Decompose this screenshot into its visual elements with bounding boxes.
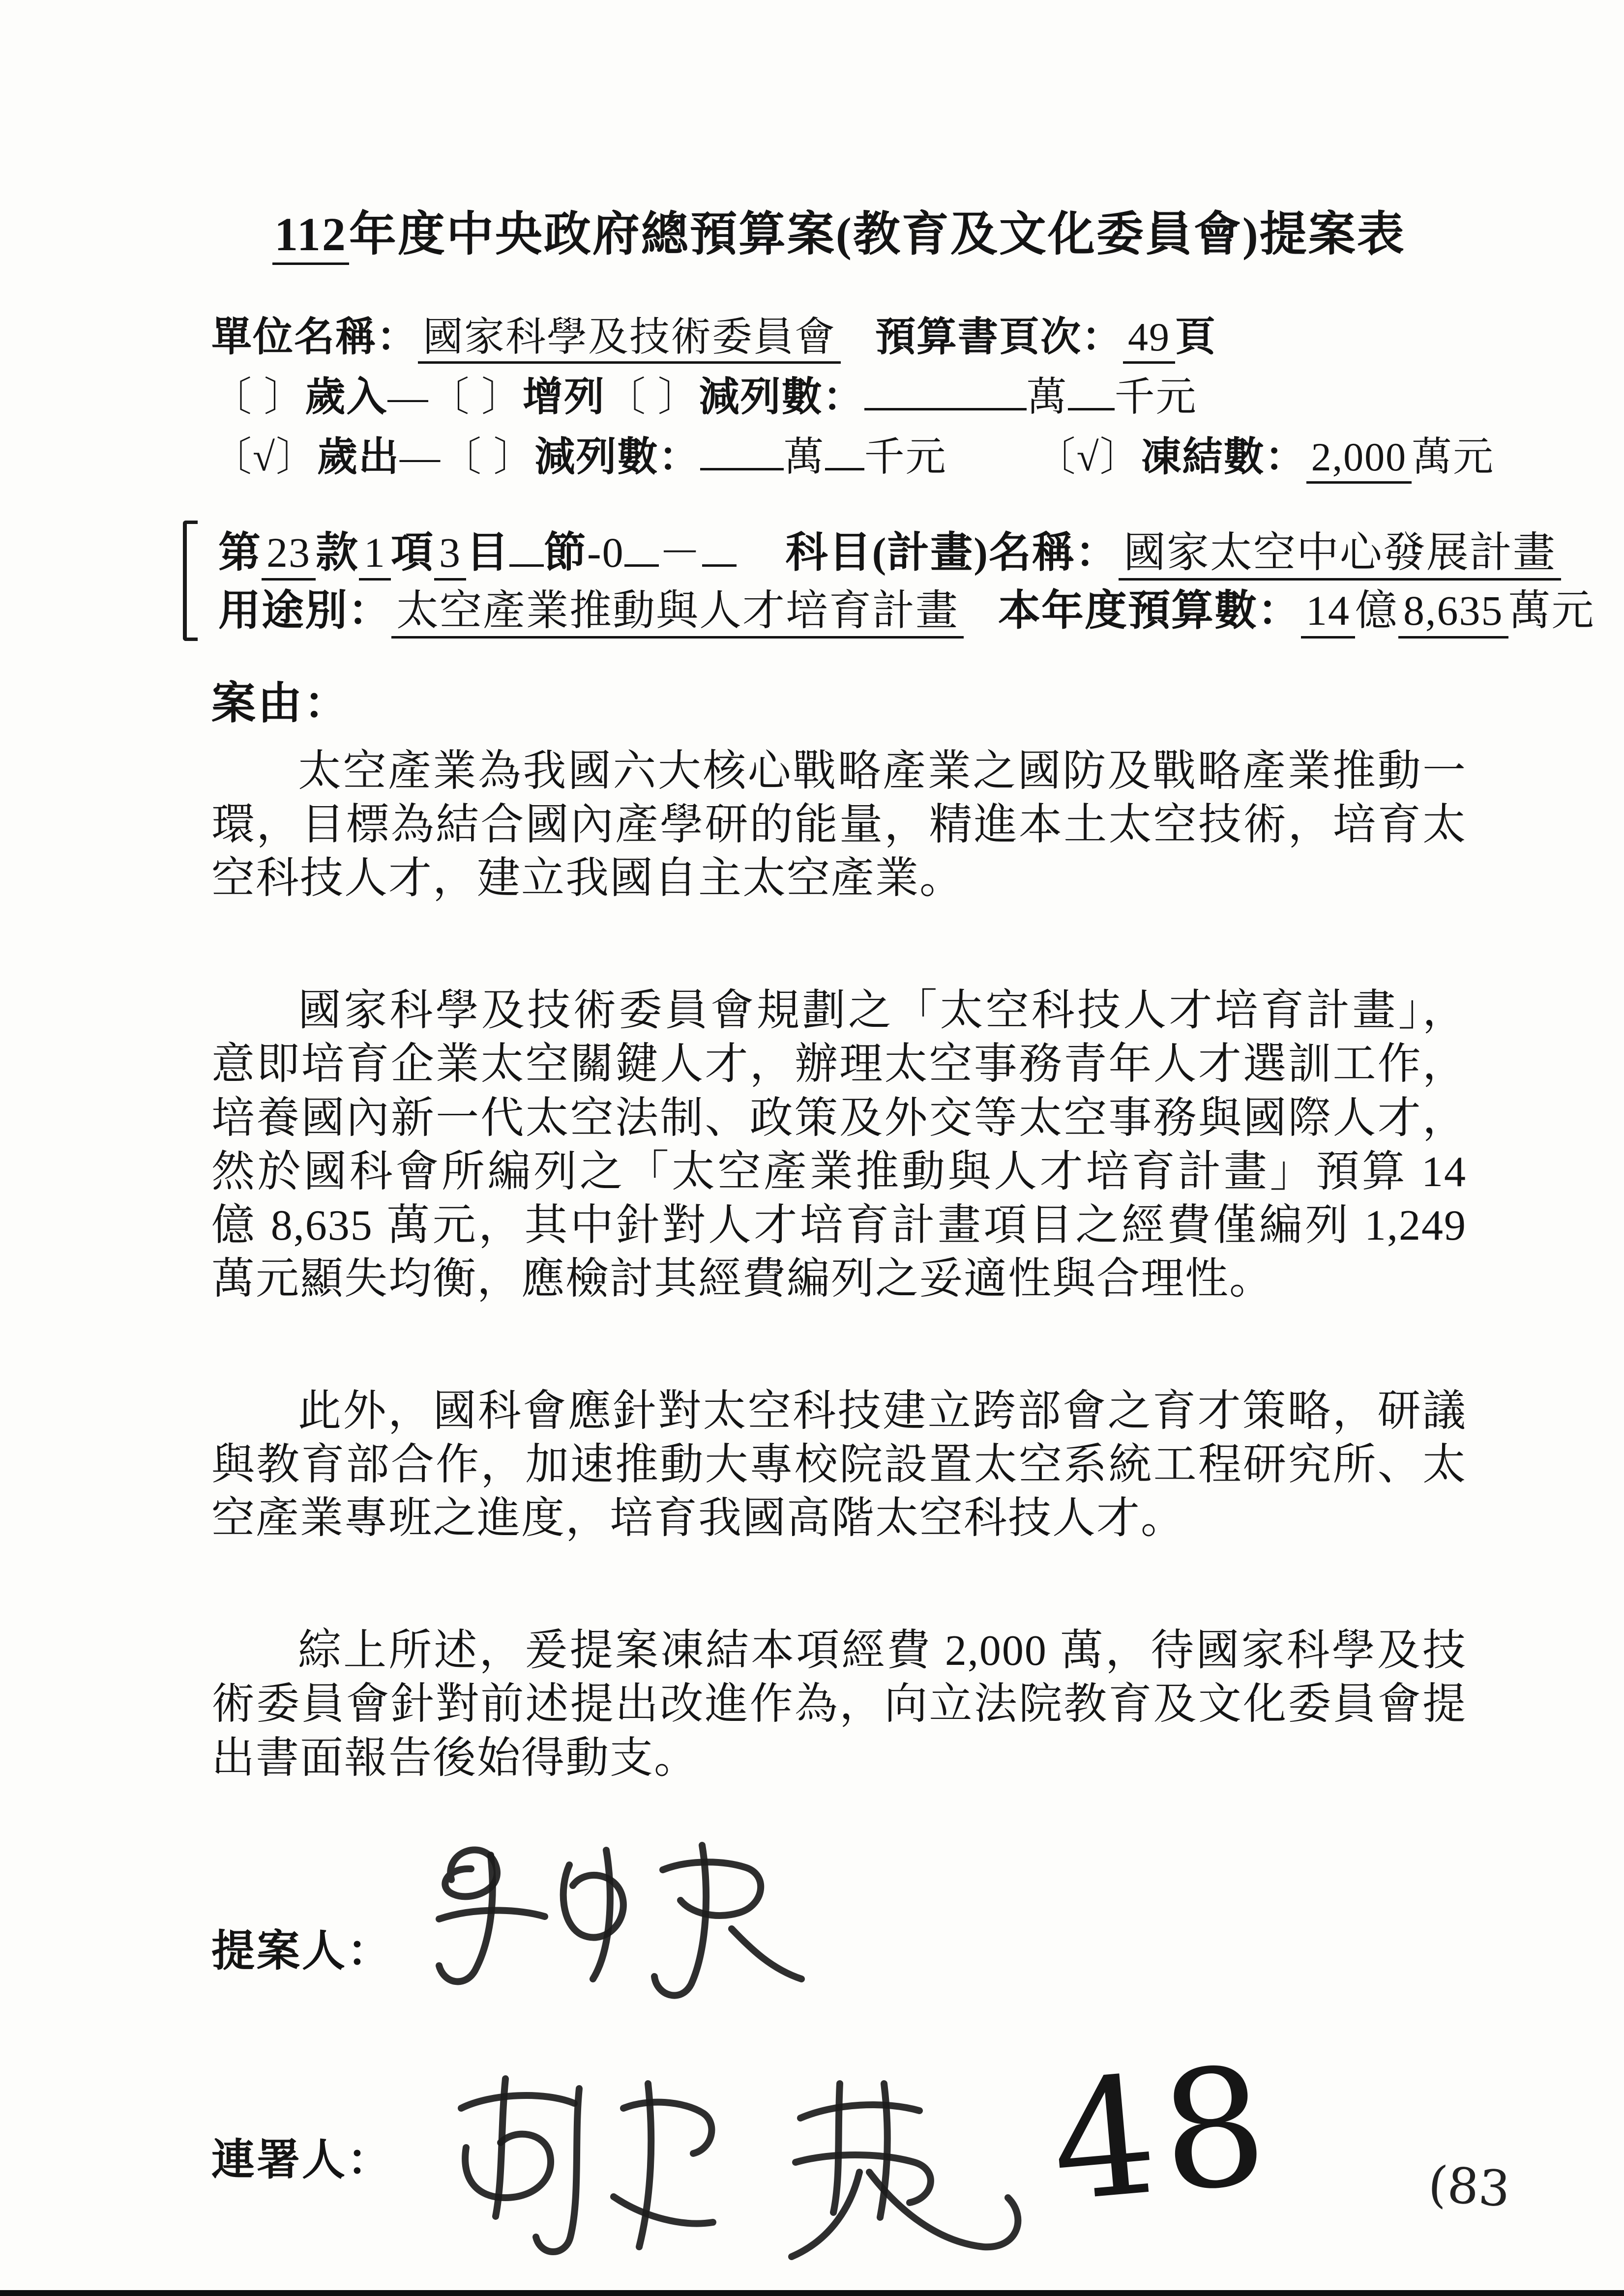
cosigner-label: 連署人：	[211, 2136, 393, 2184]
cut-checkbox: 〔 〕	[441, 435, 535, 480]
jie-value: -0	[587, 528, 624, 576]
scan-edge-artifact	[0, 2290, 1624, 2296]
title-year: 112	[272, 208, 349, 265]
blank-sub1	[624, 531, 659, 567]
left-bracket	[183, 521, 198, 641]
unit-label: 單位名稱：	[211, 315, 418, 359]
proposer-signature-image	[417, 1821, 859, 2010]
subject-value: 國家太空中心發展計畫	[1119, 529, 1561, 581]
case-label: 案由：	[211, 679, 350, 728]
budget-page-value: 49	[1123, 315, 1175, 364]
unit-value: 國家科學及技術委員會	[418, 315, 841, 364]
unit-line	[211, 311, 1467, 364]
cosigner-row	[211, 2051, 1467, 2262]
add-checkbox: 〔 〕	[429, 375, 523, 420]
expenditure-line	[211, 431, 1495, 484]
revenue-checkbox: 〔 〕	[211, 375, 305, 420]
revenue-label: 歲入	[305, 375, 388, 420]
freeze-value: 2,000	[1306, 435, 1412, 484]
handwritten-page-number: 48	[1044, 2031, 1280, 2238]
title-text: 年度中央政府總預算案(教育及文化委員會)提案表	[349, 208, 1406, 261]
jie-unit: 節	[544, 528, 587, 576]
mu-value: 3	[434, 529, 466, 581]
expenditure-label: 歲出	[317, 435, 400, 480]
blank-amount-small	[825, 436, 864, 471]
cut-checkbox: 〔 〕	[605, 375, 699, 420]
xiang-unit: 項	[391, 528, 434, 576]
blank-amount	[864, 377, 1027, 411]
kuan-value: 23	[262, 529, 316, 581]
case-paragraph-4: 綜上所述，爰提案凍結本項經費 2,000 萬，待國家科學及技術委員會針對前述提出改進作為，向立法院教育及文化委員會提出書面報告後始得動支。	[211, 1627, 1467, 1782]
item-dash: －	[658, 528, 702, 576]
freeze-label: 凍結數：	[1141, 435, 1306, 480]
budget-amount-unit-2: 萬元	[1508, 587, 1595, 635]
budget-amount-value-2: 8,635	[1398, 587, 1508, 639]
kuan-unit: 款	[316, 528, 359, 576]
usage-label: 用途別：	[218, 587, 391, 635]
case-paragraph-3: 此外，國科會應針對太空科技建立跨部會之育才策略，研議與教育部合作，加速推動大專校院設置太空系統工程研究所、太空產業專班之進度，培育我國高階太空科技人才。	[211, 1388, 1467, 1543]
budget-amount-value-1: 14	[1301, 587, 1355, 639]
dash: —	[400, 435, 442, 480]
cut-label: 減列數：	[699, 375, 864, 420]
dash: —	[387, 375, 429, 420]
handwritten-corner-note: (83	[1426, 2155, 1512, 2218]
budget-amount-label: 本年度預算數：	[998, 587, 1301, 635]
wan-unit: 萬	[783, 435, 825, 480]
qianyuan-unit: 千元	[864, 435, 947, 480]
item-number-line	[218, 523, 1556, 582]
expenditure-checkbox-checked: 〔√〕	[211, 435, 318, 480]
revenue-line	[211, 371, 1467, 424]
case-paragraph-2: 國家科學及技術委員會規劃之「太空科技人才培育計畫」，意即培育企業太空關鍵人才，辦理太空事務青年人才選訓工作，培養國內新一代太空法制、政策及外交等太空事務與國際人才，然於國科會所編列之「太空產業推動與人才培育計畫」預算 14 億 8,635 萬元，其中針對人才培育計畫項目之經費僅編列 1,249 萬元顯失均衡，應檢討其經費編列之妥適性與合理性。	[211, 987, 1467, 1303]
qianyuan-unit: 千元	[1114, 375, 1197, 420]
budget-page-label: 預算書頁次：	[875, 315, 1123, 359]
blank-amount-small	[1068, 377, 1115, 411]
freeze-unit: 萬元	[1412, 435, 1495, 480]
budget-page-suffix: 頁	[1175, 315, 1217, 359]
blank-jie	[509, 531, 544, 567]
usage-line	[218, 581, 1595, 640]
add-label: 增列	[523, 375, 606, 420]
xiang-value: 1	[359, 529, 391, 581]
mu-unit: 目	[466, 528, 509, 576]
blank-sub2	[702, 531, 737, 567]
item-section	[211, 523, 1595, 640]
budget-amount-unit-1: 億	[1355, 587, 1398, 635]
proposer-label: 提案人：	[211, 1927, 393, 1976]
proposer-row	[211, 1864, 1467, 2031]
cosigner-signatures-image	[417, 2049, 1105, 2283]
cut-label: 減列數：	[534, 435, 700, 480]
freeze-checkbox-checked: 〔√〕	[1035, 435, 1141, 480]
page-title	[211, 197, 1467, 264]
kuan-label: 第	[218, 528, 262, 576]
wan-unit: 萬	[1026, 375, 1068, 420]
blank-amount	[700, 436, 784, 471]
usage-value: 太空產業推動與人才培育計畫	[391, 587, 964, 639]
subject-label: 科目(計畫)名稱：	[785, 528, 1119, 576]
case-paragraph-1: 太空產業為我國六大核心戰略產業之國防及戰略產業推動一環，目標為結合國內產學研的能量，精進本土太空技術，培育太空科技人才，建立我國自主太空產業。	[211, 748, 1467, 903]
